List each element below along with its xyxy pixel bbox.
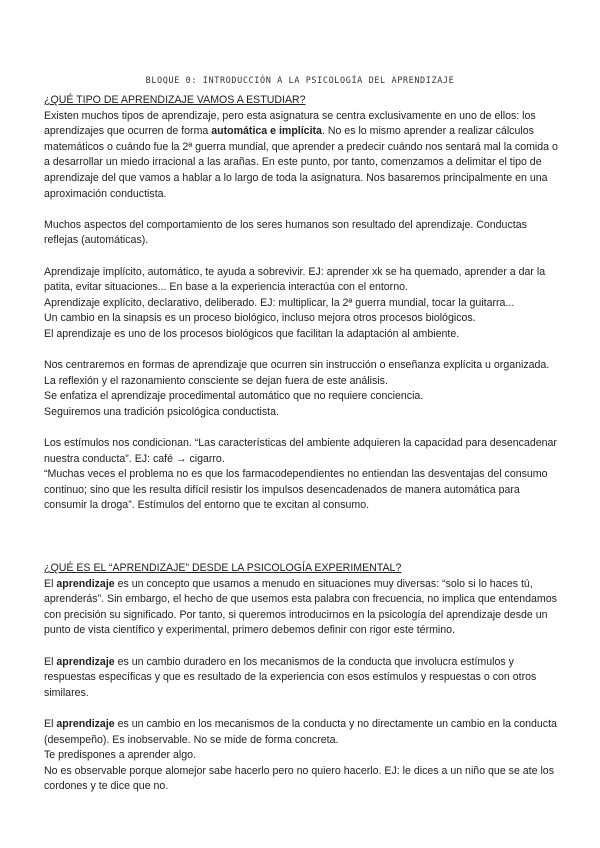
text-run: Existen muchos tipos de aprendizaje, pero esta asignatura se centra exclusivamente en uno de ellos: los aprendizajes que ocurren de forma xyxy=(44,109,536,138)
text-line: Los estímulos nos condicionan. “Las características del ambiente adquieren la capacidad para desencadenar nuestra conducta”. EJ: café → cigarro. xyxy=(44,437,557,465)
text-line: La reflexión y el razonamiento consciente se dejan fuera de este análisis. xyxy=(44,374,388,387)
page-title: BLOQUE 0: INTRODUCCIÓN A LA PSICOLOGÍA DEL APRENDIZAJE xyxy=(145,76,455,86)
text-line: Aprendizaje explícito, declarativo, deliberado. EJ: multiplicar, la 2ª guerra mundial, tocar la guitarra... xyxy=(44,296,515,309)
text-line: “Muchas veces el problema no es que los farmacodependientes no entiendan las desventajas del consumo continuo; sino que les resulta difícil resistir los impulsos desencadenados de manera automática para consumir la droga”. Estímulos del entorno que te excitan al consumo. xyxy=(44,468,548,512)
text-run: es un cambio en los mecanismos de la conducta y no directamente un cambio en la conducta (desempeño). Es inobservable. No se mide de forma concreta. xyxy=(44,717,557,746)
paragraph xyxy=(44,109,560,203)
paragraph xyxy=(44,577,560,639)
text-line: Seguiremos una tradición psicológica conductista. xyxy=(44,405,279,418)
paragraph xyxy=(44,655,560,702)
text-line: Te predispones a aprender algo. xyxy=(44,749,196,762)
text-run: El xyxy=(44,577,57,590)
paragraph: Muchos aspectos del comportamiento de los seres humanos son resultado del aprendizaje. Conductas reflejas (automáticas). xyxy=(44,218,527,247)
section-heading-1: ¿QUÉ TIPO DE APRENDIZAJE VAMOS A ESTUDIAR? xyxy=(44,94,306,106)
text-line: Aprendizaje implícito, automático, te ayuda a sobrevivir. EJ: aprender xk se ha quemado, aprender a dar la patita, evitar situaciones... En base a la experiencia interactúa con el entorno. xyxy=(44,265,546,294)
text-run: . No es lo mismo aprender a realizar cálculos matemáticos o cuándo fue la 2ª guerra mundial, que aprender a predecir cuándo nos sentará mal la comida o a desarrollar un miedo irracional a las arañas. En este punto, por tanto, comenzamos a delimitar el tipo de aprendizaje del que vamos a hablar a lo largo de toda la asignatura. Nos basaremos principalmente en una aproximación conductista. xyxy=(44,125,558,200)
text-run: es un concepto que usamos a menudo en situaciones muy diversas: “solo si lo haces tú, aprenderás”. Sin embargo, el hecho de que usemos esta palabra con frecuencia, no implica que entendamos con precisión su significado. Por tanto, si queremos introducirnos en la psicología del aprendizaje desde un punto de vista científico y experimental, primero debemos definir con rigor este término. xyxy=(44,577,557,637)
text-run: El xyxy=(44,655,57,668)
text-run: El xyxy=(44,717,57,730)
text-run: es un cambio duradero en los mecanismos de la conducta que involucra estímulos y respuestas específicas y que es resultado de la experiencia con esos estímulos y respuestas o con otros similares. xyxy=(44,655,537,699)
text-line: Un cambio en la sinapsis es un proceso biológico, incluso mejora otros procesos biológicos. xyxy=(44,312,476,325)
bold-text: aprendizaje xyxy=(56,655,115,668)
bold-text: aprendizaje xyxy=(56,577,115,590)
text-line: Se enfatiza el aprendizaje procedimental automático que no requiere conciencia. xyxy=(44,390,424,403)
document-body xyxy=(44,93,560,795)
bold-text: automática e implícita xyxy=(211,125,322,138)
text-line: El aprendizaje es uno de los procesos biológicos que facilitan la adaptación al ambiente. xyxy=(44,327,460,340)
paragraph xyxy=(44,717,560,748)
text-line: No es observable porque alomejor sabe hacerlo pero no quiero hacerlo. EJ: le dices a un niño que se ate los cordones y te dice que no. xyxy=(44,764,554,793)
text-line: Nos centraremos en formas de aprendizaje que ocurren sin instrucción o enseñanza explícita u organizada. xyxy=(44,359,550,372)
bold-text: aprendizaje xyxy=(56,717,115,730)
section-heading-2: ¿QUÉ ES EL “APRENDIZAJE” DESDE LA PSICOLOGÍA EXPERIMENTAL? xyxy=(44,562,402,575)
